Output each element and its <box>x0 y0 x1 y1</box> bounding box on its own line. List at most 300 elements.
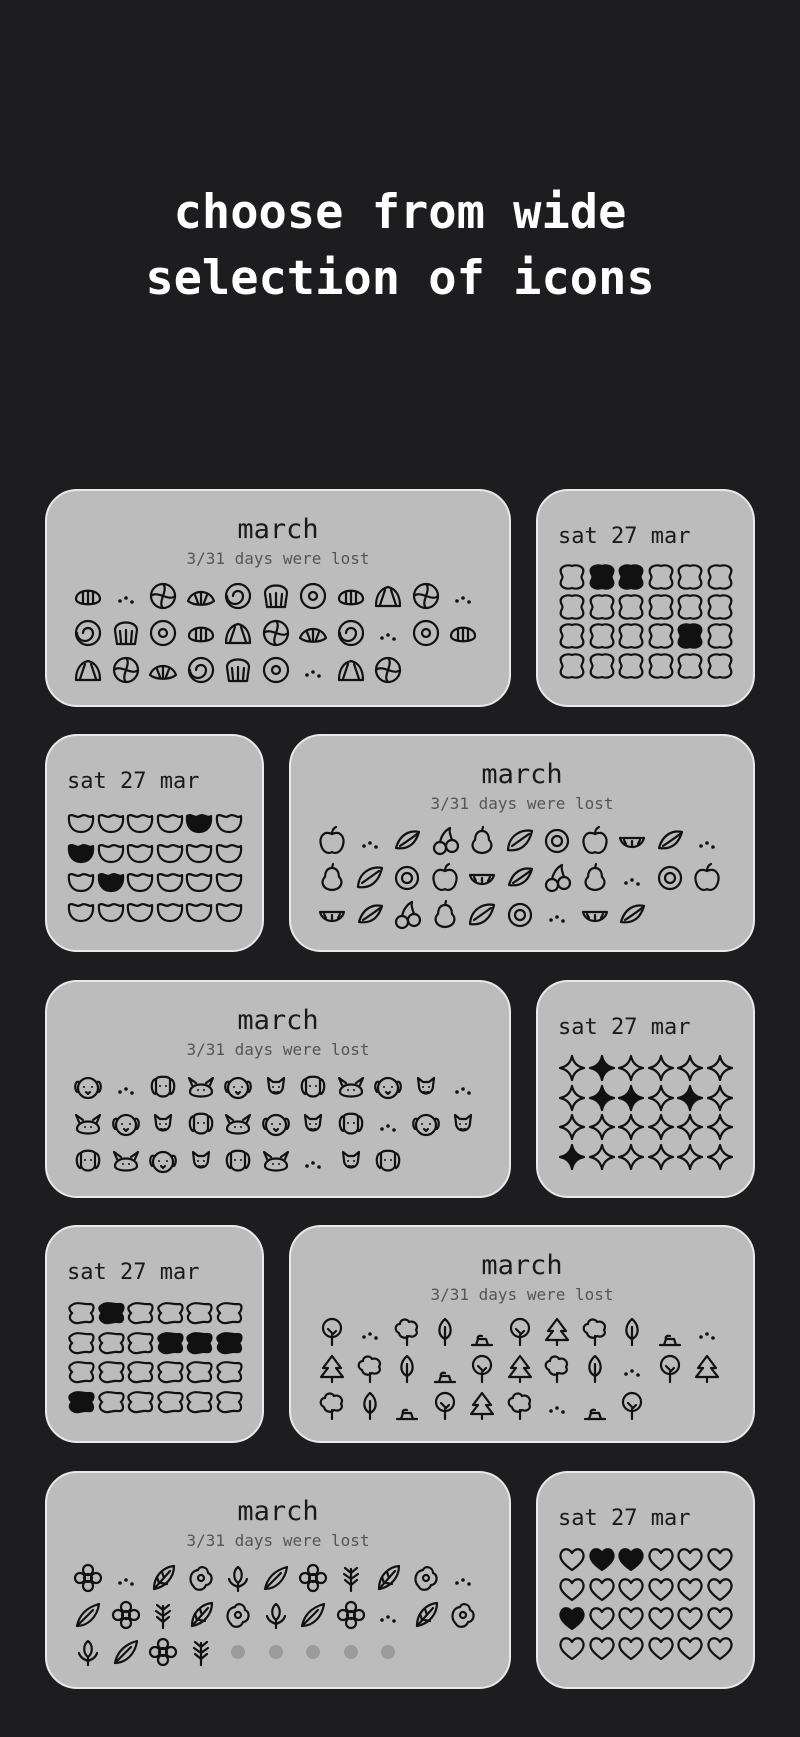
lost-day-crumbs-icon <box>109 579 143 613</box>
dogs-day-icon <box>409 1070 443 1104</box>
flowers-day-icon <box>146 1635 180 1669</box>
widget-lost-days-caption: 3/31 days were lost <box>186 1531 370 1550</box>
day-pebble-icon <box>97 1358 125 1386</box>
day-pebble-icon <box>97 1329 125 1357</box>
flowers-day-icon <box>146 1561 180 1595</box>
flowers-day-icon <box>184 1635 218 1669</box>
day-squircle-icon <box>647 593 675 621</box>
flowers-day-icon <box>371 1561 405 1595</box>
day-pebble-icon <box>215 1388 243 1416</box>
day-bowl-icon <box>215 897 243 925</box>
pastries-day-icon <box>109 653 143 687</box>
future-day-dot-icon <box>296 1635 330 1669</box>
day-squircle-icon <box>617 593 645 621</box>
day-pebble-icon <box>185 1388 213 1416</box>
dogs-day-icon <box>221 1070 255 1104</box>
lost-day-crumbs-icon <box>690 824 724 858</box>
lost-day-crumbs-icon <box>446 1070 480 1104</box>
day-heart-icon <box>617 1575 645 1603</box>
fruits-day-icon <box>653 861 687 895</box>
day-pebble-icon <box>185 1358 213 1386</box>
fruits-day-icon <box>465 861 499 895</box>
day-bowl-icon <box>185 867 213 895</box>
day-bowl-icon <box>156 808 184 836</box>
day-sparkle-icon <box>706 1054 734 1082</box>
fruits-day-icon <box>615 824 649 858</box>
day-pebble-icon <box>156 1299 184 1327</box>
fruits-day-icon <box>578 824 612 858</box>
day-bowl-icon <box>67 897 95 925</box>
day-squircle-icon <box>558 593 586 621</box>
fruits-day-icon <box>653 824 687 858</box>
day-sparkle-icon <box>558 1054 586 1082</box>
day-squircle-icon <box>588 593 616 621</box>
trees-day-icon <box>353 1389 387 1423</box>
fruits-day-icon <box>503 824 537 858</box>
fruits-day-icon <box>578 898 612 932</box>
day-pebble-icon <box>215 1329 243 1357</box>
day-pebble-icon <box>126 1329 154 1357</box>
lost-day-crumbs-icon <box>109 1561 143 1595</box>
widget-date-title: sat 27 mar <box>558 1015 691 1040</box>
dogs-day-icon <box>146 1144 180 1178</box>
pastries-day-icon <box>371 579 405 613</box>
trees-day-icon <box>653 1352 687 1386</box>
lost-day-crumbs-icon <box>615 861 649 895</box>
trees-day-icon <box>390 1315 424 1349</box>
fruits-day-icon <box>540 861 574 895</box>
day-heart-icon <box>558 1604 586 1632</box>
widget-month-title: march <box>237 514 319 545</box>
flowers-day-icon <box>221 1561 255 1595</box>
day-sparkle-icon <box>706 1143 734 1171</box>
day-pebble-icon <box>67 1299 95 1327</box>
day-sparkle-icon <box>676 1113 704 1141</box>
trees-day-icon <box>503 1389 537 1423</box>
day-heart-icon <box>647 1604 675 1632</box>
pastries-day-icon <box>334 616 368 650</box>
trees-day-icon <box>428 1315 462 1349</box>
fruits-day-icon <box>690 861 724 895</box>
lost-day-crumbs-icon <box>446 1561 480 1595</box>
day-bowl-icon <box>185 808 213 836</box>
dogs-day-icon <box>259 1107 293 1141</box>
day-squircle-icon <box>617 652 645 680</box>
day-bowl-icon <box>126 808 154 836</box>
pastries-day-icon <box>221 653 255 687</box>
dogs-day-icon <box>296 1107 330 1141</box>
day-squircle-icon <box>676 563 704 591</box>
day-bowl-icon <box>97 808 125 836</box>
day-sparkle-icon <box>588 1054 616 1082</box>
lost-day-crumbs-icon <box>615 1352 649 1386</box>
dogs-day-icon <box>221 1144 255 1178</box>
day-squircle-icon <box>558 622 586 650</box>
trees-day-icon <box>540 1315 574 1349</box>
dogs-day-icon <box>184 1070 218 1104</box>
day-squircle-icon <box>558 652 586 680</box>
dogs-day-icon <box>259 1070 293 1104</box>
day-sparkle-icon <box>676 1143 704 1171</box>
day-heart-icon <box>588 1545 616 1573</box>
trees-day-icon <box>465 1389 499 1423</box>
lost-day-crumbs-icon <box>296 653 330 687</box>
day-heart-icon <box>617 1604 645 1632</box>
dogs-day-icon <box>334 1144 368 1178</box>
day-bowl-icon <box>156 838 184 866</box>
widget-date-title: sat 27 mar <box>67 1260 200 1285</box>
pastries-day-icon <box>146 579 180 613</box>
day-heart-icon <box>558 1575 586 1603</box>
day-bowl-icon <box>97 838 125 866</box>
flowers-day-icon <box>71 1561 105 1595</box>
future-day-dot-icon <box>371 1635 405 1669</box>
trees-day-icon <box>465 1315 499 1349</box>
fruits-day-icon <box>353 898 387 932</box>
day-bowl-icon <box>215 838 243 866</box>
day-squircle-icon <box>588 563 616 591</box>
pastries-day-icon <box>371 653 405 687</box>
widget-month-title: march <box>237 1005 319 1036</box>
flowers-day-icon <box>146 1598 180 1632</box>
lost-day-crumbs-icon <box>109 1070 143 1104</box>
fruits-day-icon <box>540 824 574 858</box>
pastries-day-icon <box>184 653 218 687</box>
day-bowl-icon <box>97 897 125 925</box>
day-sparkle-icon <box>588 1113 616 1141</box>
trees-day-icon <box>578 1389 612 1423</box>
dogs-day-icon <box>409 1107 443 1141</box>
day-pebble-icon <box>67 1329 95 1357</box>
lost-day-crumbs-icon <box>353 1315 387 1349</box>
fruits-day-icon <box>578 861 612 895</box>
day-pebble-icon <box>126 1358 154 1386</box>
day-heart-icon <box>706 1545 734 1573</box>
widget-date-title: sat 27 mar <box>67 769 200 794</box>
lost-day-crumbs-icon <box>353 824 387 858</box>
dogs-day-icon <box>71 1107 105 1141</box>
day-heart-icon <box>617 1545 645 1573</box>
day-bowl-icon <box>156 897 184 925</box>
day-pebble-icon <box>97 1299 125 1327</box>
pastries-day-icon <box>296 616 330 650</box>
dogs-day-icon <box>146 1107 180 1141</box>
widget-date-title: sat 27 mar <box>558 1506 691 1531</box>
trees-day-icon <box>353 1352 387 1386</box>
day-pebble-icon <box>126 1388 154 1416</box>
day-bowl-icon <box>185 897 213 925</box>
fruits-day-icon <box>315 824 349 858</box>
lost-day-crumbs-icon <box>690 1315 724 1349</box>
day-bowl-icon <box>126 897 154 925</box>
trees-day-icon <box>428 1352 462 1386</box>
day-squircle-icon <box>676 652 704 680</box>
day-squircle-icon <box>617 622 645 650</box>
flowers-day-icon <box>184 1598 218 1632</box>
day-bowl-icon <box>215 808 243 836</box>
week-widget-sparkles[interactable] <box>536 980 755 1198</box>
trees-day-icon <box>315 1315 349 1349</box>
trees-day-icon <box>540 1352 574 1386</box>
day-pebble-icon <box>156 1358 184 1386</box>
headline-line-1: choose from wide <box>173 185 627 240</box>
dogs-day-icon <box>334 1070 368 1104</box>
future-day-dot-icon <box>259 1635 293 1669</box>
day-sparkle-icon <box>676 1084 704 1112</box>
widget-lost-days-caption: 3/31 days were lost <box>430 794 614 813</box>
day-squircle-icon <box>647 563 675 591</box>
day-sparkle-icon <box>588 1143 616 1171</box>
pastries-day-icon <box>221 616 255 650</box>
flowers-day-icon <box>259 1598 293 1632</box>
week-widget-pebbles[interactable] <box>45 1225 264 1443</box>
fruits-day-icon <box>315 861 349 895</box>
pastries-day-icon <box>259 616 293 650</box>
fruits-day-icon <box>315 898 349 932</box>
day-bowl-icon <box>97 867 125 895</box>
dogs-day-icon <box>221 1107 255 1141</box>
day-squircle-icon <box>558 563 586 591</box>
flowers-day-icon <box>334 1598 368 1632</box>
day-squircle-icon <box>676 593 704 621</box>
widget-month-title: march <box>481 759 563 790</box>
flowers-day-icon <box>296 1598 330 1632</box>
pastries-day-icon <box>334 653 368 687</box>
day-sparkle-icon <box>558 1143 586 1171</box>
month-widget-pastries[interactable] <box>45 489 511 707</box>
day-squircle-icon <box>676 622 704 650</box>
future-day-dot-icon <box>221 1635 255 1669</box>
day-heart-icon <box>706 1604 734 1632</box>
flowers-day-icon <box>109 1598 143 1632</box>
fruits-day-icon <box>390 861 424 895</box>
dogs-day-icon <box>109 1144 143 1178</box>
day-squircle-icon <box>647 622 675 650</box>
day-sparkle-icon <box>676 1054 704 1082</box>
day-pebble-icon <box>185 1299 213 1327</box>
day-heart-icon <box>558 1545 586 1573</box>
dogs-day-icon <box>71 1144 105 1178</box>
trees-day-icon <box>465 1352 499 1386</box>
trees-day-icon <box>615 1389 649 1423</box>
flowers-day-icon <box>334 1561 368 1595</box>
pastries-day-icon <box>184 616 218 650</box>
day-pebble-icon <box>97 1388 125 1416</box>
day-squircle-icon <box>588 652 616 680</box>
day-pebble-icon <box>215 1358 243 1386</box>
day-sparkle-icon <box>558 1113 586 1141</box>
lost-day-crumbs-icon <box>371 616 405 650</box>
dogs-day-icon <box>184 1144 218 1178</box>
pastries-day-icon <box>409 616 443 650</box>
fruits-day-icon <box>428 898 462 932</box>
lost-day-crumbs-icon <box>540 1389 574 1423</box>
day-bowl-icon <box>67 867 95 895</box>
trees-day-icon <box>653 1315 687 1349</box>
day-bowl-icon <box>156 867 184 895</box>
day-heart-icon <box>647 1634 675 1662</box>
lost-day-crumbs-icon <box>540 898 574 932</box>
flowers-day-icon <box>221 1598 255 1632</box>
fruits-day-icon <box>428 861 462 895</box>
day-heart-icon <box>676 1634 704 1662</box>
widget-month-title: march <box>237 1496 319 1527</box>
lost-day-crumbs-icon <box>296 1144 330 1178</box>
fruits-day-icon <box>465 824 499 858</box>
day-squircle-icon <box>617 563 645 591</box>
widget-lost-days-caption: 3/31 days were lost <box>186 549 370 568</box>
day-pebble-icon <box>67 1388 95 1416</box>
day-heart-icon <box>588 1575 616 1603</box>
pastries-day-icon <box>109 616 143 650</box>
day-sparkle-icon <box>647 1084 675 1112</box>
flowers-day-icon <box>409 1598 443 1632</box>
pastries-day-icon <box>71 579 105 613</box>
headline-line-2: selection of icons <box>145 251 655 306</box>
dogs-day-icon <box>371 1144 405 1178</box>
trees-day-icon <box>315 1389 349 1423</box>
day-heart-icon <box>706 1634 734 1662</box>
day-squircle-icon <box>647 652 675 680</box>
day-heart-icon <box>647 1575 675 1603</box>
day-sparkle-icon <box>617 1143 645 1171</box>
day-sparkle-icon <box>647 1054 675 1082</box>
day-pebble-icon <box>156 1329 184 1357</box>
lost-day-crumbs-icon <box>446 579 480 613</box>
widget-lost-days-caption: 3/31 days were lost <box>430 1285 614 1304</box>
dogs-day-icon <box>109 1107 143 1141</box>
flowers-day-icon <box>71 1598 105 1632</box>
fruits-day-icon <box>465 898 499 932</box>
trees-day-icon <box>503 1315 537 1349</box>
day-squircle-icon <box>706 622 734 650</box>
week-widget-hearts[interactable] <box>536 1471 755 1689</box>
day-heart-icon <box>617 1634 645 1662</box>
dogs-day-icon <box>296 1070 330 1104</box>
day-sparkle-icon <box>617 1084 645 1112</box>
widget-month-title: march <box>481 1250 563 1281</box>
trees-day-icon <box>390 1352 424 1386</box>
fruits-day-icon <box>615 898 649 932</box>
dogs-day-icon <box>146 1070 180 1104</box>
pastries-day-icon <box>446 616 480 650</box>
day-heart-icon <box>588 1604 616 1632</box>
widget-date-title: sat 27 mar <box>558 524 691 549</box>
dogs-day-icon <box>184 1107 218 1141</box>
fruits-day-icon <box>503 861 537 895</box>
fruits-day-icon <box>353 861 387 895</box>
widget-lost-days-caption: 3/31 days were lost <box>186 1040 370 1059</box>
day-squircle-icon <box>706 652 734 680</box>
flowers-day-icon <box>296 1561 330 1595</box>
day-bowl-icon <box>185 838 213 866</box>
day-bowl-icon <box>67 808 95 836</box>
day-sparkle-icon <box>706 1113 734 1141</box>
pastries-day-icon <box>259 653 293 687</box>
week-widget-squircles[interactable] <box>536 489 755 707</box>
pastries-day-icon <box>221 579 255 613</box>
day-sparkle-icon <box>617 1054 645 1082</box>
flowers-day-icon <box>446 1598 480 1632</box>
trees-day-icon <box>690 1352 724 1386</box>
day-sparkle-icon <box>558 1084 586 1112</box>
lost-day-crumbs-icon <box>371 1107 405 1141</box>
day-sparkle-icon <box>647 1113 675 1141</box>
month-widget-trees[interactable] <box>289 1225 755 1443</box>
pastries-day-icon <box>71 653 105 687</box>
pastries-day-icon <box>146 653 180 687</box>
trees-day-icon <box>315 1352 349 1386</box>
day-heart-icon <box>676 1575 704 1603</box>
day-squircle-icon <box>706 563 734 591</box>
pastries-day-icon <box>334 579 368 613</box>
day-heart-icon <box>558 1634 586 1662</box>
trees-day-icon <box>428 1389 462 1423</box>
month-widget-dogs[interactable] <box>45 980 511 1198</box>
day-pebble-icon <box>126 1299 154 1327</box>
lost-day-crumbs-icon <box>371 1598 405 1632</box>
fruits-day-icon <box>390 898 424 932</box>
day-heart-icon <box>676 1545 704 1573</box>
day-sparkle-icon <box>617 1113 645 1141</box>
trees-day-icon <box>390 1389 424 1423</box>
fruits-day-icon <box>390 824 424 858</box>
dogs-day-icon <box>371 1070 405 1104</box>
dogs-day-icon <box>446 1107 480 1141</box>
trees-day-icon <box>578 1352 612 1386</box>
pastries-day-icon <box>184 579 218 613</box>
day-pebble-icon <box>215 1299 243 1327</box>
day-bowl-icon <box>126 867 154 895</box>
day-pebble-icon <box>67 1358 95 1386</box>
day-bowl-icon <box>215 867 243 895</box>
day-heart-icon <box>676 1604 704 1632</box>
pastries-day-icon <box>146 616 180 650</box>
pastries-day-icon <box>409 579 443 613</box>
trees-day-icon <box>503 1352 537 1386</box>
flowers-day-icon <box>109 1635 143 1669</box>
flowers-day-icon <box>184 1561 218 1595</box>
day-pebble-icon <box>156 1388 184 1416</box>
day-squircle-icon <box>588 622 616 650</box>
month-widget-flowers[interactable] <box>45 1471 511 1689</box>
day-heart-icon <box>706 1575 734 1603</box>
day-heart-icon <box>588 1634 616 1662</box>
day-sparkle-icon <box>588 1084 616 1112</box>
trees-day-icon <box>615 1315 649 1349</box>
flowers-day-icon <box>259 1561 293 1595</box>
day-sparkle-icon <box>706 1084 734 1112</box>
flowers-day-icon <box>71 1635 105 1669</box>
month-widget-fruits[interactable] <box>289 734 755 952</box>
day-bowl-icon <box>126 838 154 866</box>
headline <box>0 180 800 312</box>
trees-day-icon <box>578 1315 612 1349</box>
fruits-day-icon <box>428 824 462 858</box>
dogs-day-icon <box>71 1070 105 1104</box>
pastries-day-icon <box>71 616 105 650</box>
fruits-day-icon <box>503 898 537 932</box>
week-widget-bowls[interactable] <box>45 734 264 952</box>
dogs-day-icon <box>259 1144 293 1178</box>
pastries-day-icon <box>296 579 330 613</box>
future-day-dot-icon <box>334 1635 368 1669</box>
day-squircle-icon <box>706 593 734 621</box>
day-sparkle-icon <box>647 1143 675 1171</box>
pastries-day-icon <box>259 579 293 613</box>
flowers-day-icon <box>409 1561 443 1595</box>
day-heart-icon <box>647 1545 675 1573</box>
